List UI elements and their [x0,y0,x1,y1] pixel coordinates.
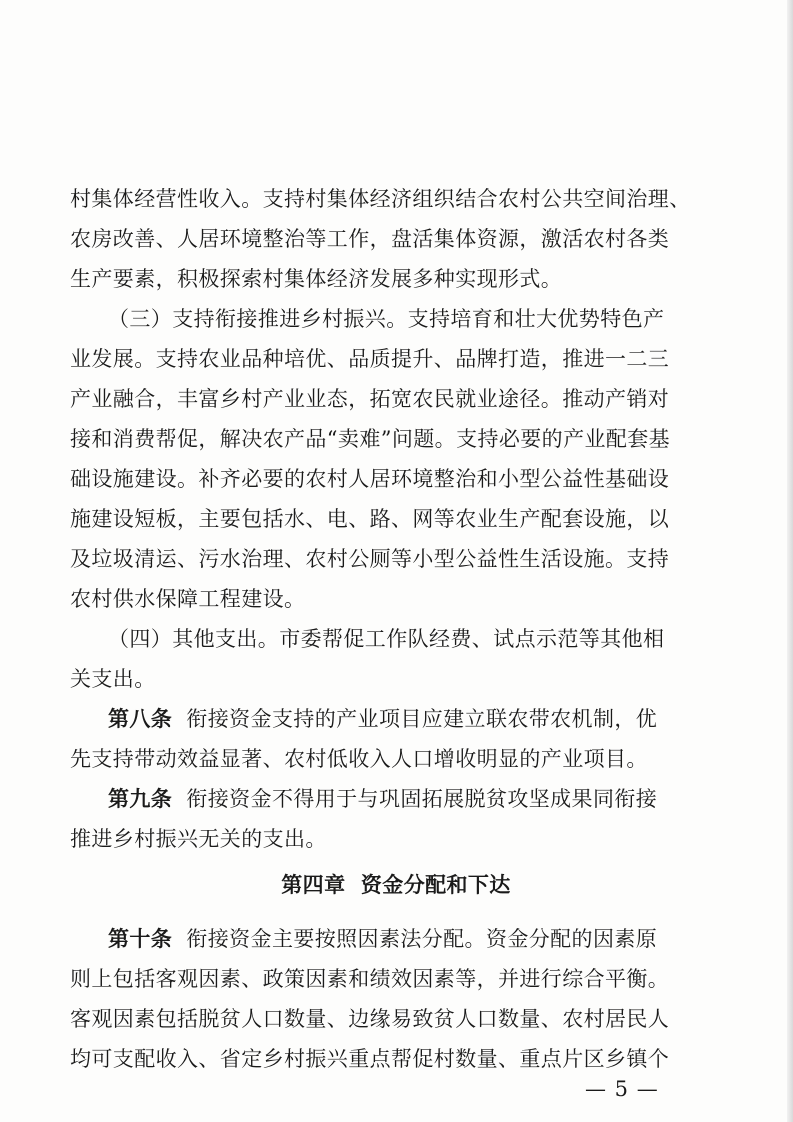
article-10-text: 衔接资金主要按照因素法分配。资金分配的因素原 [186,927,658,951]
article-9-label: 第九条 [108,787,173,811]
paragraph-line: 关支出。 [70,667,156,691]
paragraph-line: （三）支持衔接推进乡村振兴。支持培育和壮大优势特色产 [108,307,665,331]
article-8-label: 第八条 [108,707,173,731]
paragraph-line: 及垃圾清运、污水治理、农村公厕等小型公益性生活设施。支持 [70,547,670,571]
article-10-label: 第十条 [108,927,173,951]
article-9-text: 衔接资金不得用于与巩固拓展脱贫攻坚成果同衔接 [186,787,658,811]
article-8-line-2: 先支持带动效益显著、农村低收入人口增收明显的产业项目。 [70,747,648,771]
article-9-line-2: 推进乡村振兴无关的支出。 [70,827,327,851]
paragraph-line: 接和消费帮促，解决农产品“卖难”问题。支持必要的产业配套基 [70,427,671,451]
article-8-line-1 [70,699,710,739]
paragraph-line: 村集体经营性收入。支持村集体经济组织结合农村公共空间治理、 [70,187,691,211]
paragraph-line: 农房改善、人居环境整治等工作，盘活集体资源，激活农村各类 [70,227,670,251]
paragraph-line: 产业融合，丰富乡村产业业态，拓宽农民就业途径。推动产销对 [70,387,670,411]
chapter-heading [70,865,710,905]
chapter-title: 资金分配和下达 [360,873,511,897]
article-8-text: 衔接资金支持的产业项目应建立联农带农机制，优 [186,707,658,731]
article-10-line-2: 则上包括客观因素、政策因素和绩效因素等，并进行综合平衡。 [70,967,670,991]
page-number: — 5 — [585,1077,659,1101]
paragraph-line: 施建设短板，主要包括水、电、路、网等农业生产配套设施，以 [70,507,670,531]
paragraph-line: （四）其他支出。市委帮促工作队经费、试点示范等其他相 [108,627,665,651]
paragraph-line: 农村供水保障工程建设。 [70,587,306,611]
article-10-line-1 [70,919,710,959]
paragraph-line: 业发展。支持农业品种培优、品质提升、品牌打造，推进一二三 [70,347,670,371]
paragraph-line: 生产要素，积极探索村集体经济发展多种实现形式。 [70,267,563,291]
article-10-line-3: 客观因素包括脱贫人口数量、边缘易致贫人口数量、农村居民人 [70,1007,670,1031]
page-edge-shadow [787,0,793,1122]
article-10-line-4: 均可支配收入、省定乡村振兴重点帮促村数量、重点片区乡镇个 [70,1047,670,1071]
article-9-line-1 [70,779,710,819]
paragraph-line: 础设施建设。补齐必要的农村人居环境整治和小型公益性基础设 [70,467,670,491]
chapter-number: 第四章 [281,873,346,897]
document-body [70,179,710,1079]
